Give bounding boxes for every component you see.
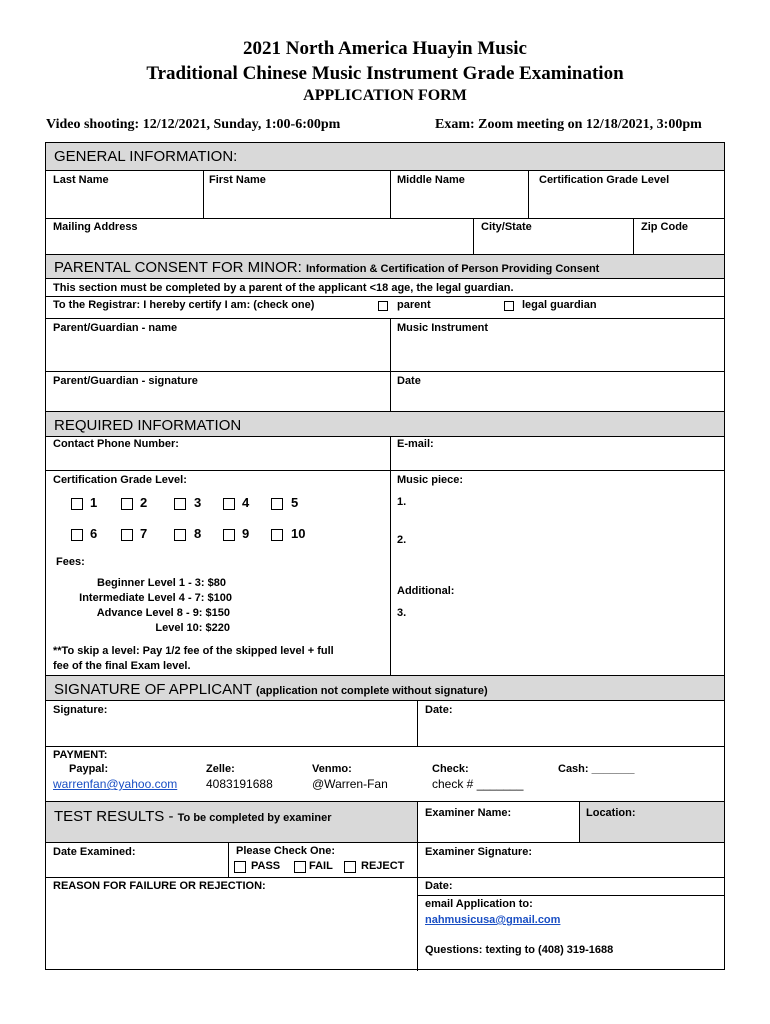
payment-label: PAYMENT: — [53, 749, 108, 761]
first-name-label: First Name — [209, 174, 266, 186]
level-8-checkbox[interactable] — [174, 529, 186, 541]
check-number: check # _______ — [432, 777, 524, 791]
parental-note: This section must be completed by a parent of the applicant <18 age, the legal guardian. — [53, 282, 514, 294]
title-line-3: APPLICATION FORM — [303, 87, 467, 104]
music-piece-2: 2. — [397, 534, 407, 546]
reject-checkbox[interactable] — [344, 861, 356, 873]
contact-phone-label: Contact Phone Number: — [53, 438, 179, 450]
level-3-label: 3 — [194, 495, 202, 510]
signature-date-label: Date: — [425, 704, 453, 716]
fail-checkbox[interactable] — [294, 861, 306, 873]
parent-guardian-signature-label: Parent/Guardian - signature — [53, 375, 198, 387]
paypal-email-link[interactable]: warrenfan@yahoo.com — [53, 777, 178, 791]
venmo-label: Venmo: — [312, 763, 352, 775]
parental-consent-title: PARENTAL CONSENT FOR MINOR: Information & Certification of Person Providing Consent — [54, 259, 600, 276]
title-line-2: Traditional Chinese Music Instrument Grade Examination — [146, 63, 624, 84]
additional-label: Additional: — [397, 585, 455, 597]
pass-label: PASS — [251, 860, 281, 872]
reject-label: REJECT — [361, 860, 405, 872]
examiner-signature-label: Examiner Signature: — [425, 846, 532, 858]
video-shooting-info: Video shooting: 12/12/2021, Sunday, 1:00-6:00pm — [46, 117, 341, 132]
last-name-label: Last Name — [53, 174, 109, 186]
level-2-checkbox[interactable] — [121, 498, 133, 510]
parental-consent-header — [46, 254, 724, 279]
parent-date-label: Date — [397, 375, 421, 387]
level-6-label: 6 — [90, 526, 98, 541]
level-4-label: 4 — [242, 495, 250, 510]
certify-label: To the Registrar: I hereby certify I am: (check one) — [53, 299, 315, 311]
pass-checkbox[interactable] — [234, 861, 246, 873]
skip-note-2: fee of the final Exam level. — [53, 660, 191, 672]
level-5-checkbox[interactable] — [271, 498, 283, 510]
exam-info: Exam: Zoom meeting on 12/18/2021, 3:00pm — [435, 117, 702, 132]
title-line-1: 2021 North America Huayin Music — [243, 38, 527, 59]
test-results-title: TEST RESULTS - To be completed by examiner — [54, 808, 332, 825]
signature-title: SIGNATURE OF APPLICANT (application not complete without signature) — [54, 681, 488, 698]
city-state-label: City/State — [481, 221, 532, 233]
examiner-name-label: Examiner Name: — [425, 807, 512, 819]
paypal-label: Paypal: — [69, 763, 109, 775]
questions-contact: Questions: texting to (408) 319-1688 — [425, 944, 614, 956]
general-info-title: GENERAL INFORMATION: — [54, 148, 238, 165]
general-info-header — [46, 143, 724, 171]
email-application-label: email Application to: — [425, 898, 533, 910]
reason-label: REASON FOR FAILURE OR REJECTION: — [53, 880, 266, 892]
check-label: Check: — [432, 763, 469, 775]
email-label: E-mail: — [397, 438, 434, 450]
middle-name-label: Middle Name — [397, 174, 465, 186]
level-1-checkbox[interactable] — [71, 498, 83, 510]
level-1-label: 1 — [90, 495, 98, 510]
application-form — [45, 142, 725, 970]
level-10-label: 10 — [291, 526, 306, 541]
level-2-label: 2 — [140, 495, 148, 510]
cert-grade-level-label: Certification Grade Level: — [53, 474, 187, 486]
please-check-one-label: Please Check One: — [236, 845, 336, 857]
cash-label: Cash: _______ — [558, 763, 635, 775]
level-7-label: 7 — [140, 526, 148, 541]
level-7-checkbox[interactable] — [121, 529, 133, 541]
level-6-checkbox[interactable] — [71, 529, 83, 541]
level-9-checkbox[interactable] — [223, 529, 235, 541]
level-4-checkbox[interactable] — [223, 498, 235, 510]
signature-label: Signature: — [53, 704, 108, 716]
parent-label: parent — [397, 299, 431, 311]
fee-intermediate: Intermediate Level 4 - 7: $100 — [79, 592, 232, 604]
level-10-checkbox[interactable] — [271, 529, 283, 541]
fee-beginner: Beginner Level 1 - 3: $80 — [97, 577, 226, 589]
level-3-checkbox[interactable] — [174, 498, 186, 510]
test-date-label: Date: — [425, 880, 453, 892]
level-8-label: 8 — [194, 526, 202, 541]
legal-guardian-checkbox[interactable] — [504, 301, 514, 311]
zelle-label: Zelle: — [206, 763, 235, 775]
skip-note-1: **To skip a level: Pay 1/2 fee of the skipped level + full — [53, 645, 334, 657]
zip-code-label: Zip Code — [641, 221, 689, 233]
music-piece-1: 1. — [397, 496, 407, 508]
submission-email-link[interactable]: nahmusicusa@gmail.com — [425, 914, 561, 926]
fees-label: Fees: — [56, 556, 85, 568]
venmo-value: @Warren-Fan — [312, 777, 388, 791]
required-info-title: REQUIRED INFORMATION — [54, 417, 242, 434]
required-info-header — [46, 411, 724, 437]
legal-guardian-label: legal guardian — [522, 299, 597, 311]
signature-header — [46, 675, 724, 701]
parent-checkbox[interactable] — [378, 301, 388, 311]
zelle-value: 4083191688 — [206, 777, 273, 791]
location-label: Location: — [586, 807, 636, 819]
level-9-label: 9 — [242, 526, 250, 541]
level-5-label: 5 — [291, 495, 299, 510]
cert-level-label: Certification Grade Level — [539, 174, 670, 186]
music-instrument-label: Music Instrument — [397, 322, 489, 334]
fee-level-10: Level 10: $220 — [155, 622, 230, 634]
mailing-address-label: Mailing Address — [53, 221, 138, 233]
parent-guardian-name-label: Parent/Guardian - name — [53, 322, 178, 334]
music-piece-label: Music piece: — [397, 474, 464, 486]
fail-label: FAIL — [309, 860, 333, 872]
fee-advance: Advance Level 8 - 9: $150 — [96, 607, 230, 619]
music-piece-3: 3. — [397, 607, 407, 619]
date-examined-label: Date Examined: — [53, 846, 136, 858]
